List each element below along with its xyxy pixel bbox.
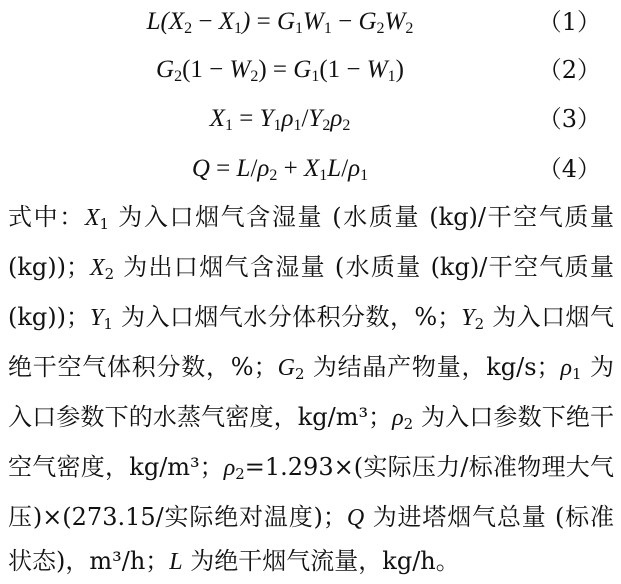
equation-1-formula: $L(X_2 - X_1) = G_1W_1 - G_2W_2$ xyxy=(146,8,414,37)
q-description: 为进塔烟气总量 (标准状态)，m³/h； xyxy=(8,503,614,575)
equation-4-number: （4） xyxy=(537,155,601,183)
variable-definitions: 式中：$X_1$ 为入口烟气含湿量 (水质量 (kg)/干空气质量 (kg))；$X_2$ 为出口烟气含湿量 (水质量 (kg)/干空气质量 (kg))；$Y_1$ 为入口烟气水分体积分数，%；$Y_2$ 为入口烟气绝干空气体积分数，%；$G_2$ 为结晶产物量，kg/s；$\rho_1$ 为入口参数下的水蒸气密度，kg/m³；$\rho_2$ 为入口参数下绝干空气密度，kg/m³；$\rho_2=1.293\times$(实际压力/标准物理大气压)×(273.15/实际绝对温度)；Q 为进塔烟气总量 (标准状态)，m³/h；L 为绝干烟气流量，kg/h。 xyxy=(8,203,615,575)
rho2-value: =1.293×(实际压力/标准物理大气压)×(273.15/实际绝对温度)； xyxy=(8,453,615,531)
equation-1 xyxy=(0,0,621,44)
equation-3-number: （3） xyxy=(537,105,601,133)
y2-description: 为入口烟气绝干空气体积分数，%； xyxy=(8,303,615,381)
equation-3 xyxy=(0,97,621,141)
x2-description: 为出口烟气含湿量 (水质量 (kg)/干空气质量 (kg))； xyxy=(8,253,614,331)
equation-4-formula: $Q = L/\rho_2 + X_1L/\rho_1$ xyxy=(191,155,369,184)
y1-description: 为入口烟气水分体积分数，%； xyxy=(121,303,462,331)
equation-3-formula: $X_1 = Y_1\rho_1/Y_2\rho_2$ xyxy=(209,105,351,134)
rho2-description: 为入口参数下绝干空气密度，kg/m³； xyxy=(8,403,615,481)
l-description: 为绝干烟气流量，kg/h。 xyxy=(190,547,460,575)
equation-2 xyxy=(0,48,621,92)
g2-description: 为结晶产物量，kg/s； xyxy=(312,353,561,381)
equation-1-number: （1） xyxy=(537,8,601,36)
rho1-description: 为入口参数下的水蒸气密度，kg/m³； xyxy=(8,353,614,431)
intro-text: 式中： xyxy=(8,203,85,231)
equation-2-number: （2） xyxy=(537,56,601,84)
x1-description: 为入口烟气含湿量 (水质量 (kg)/干空气质量 (kg))； xyxy=(8,203,615,281)
equation-2-formula: $G_2(1 - W_2) = G_1(1 - W_1)$ xyxy=(156,56,404,85)
equation-4 xyxy=(0,147,621,191)
